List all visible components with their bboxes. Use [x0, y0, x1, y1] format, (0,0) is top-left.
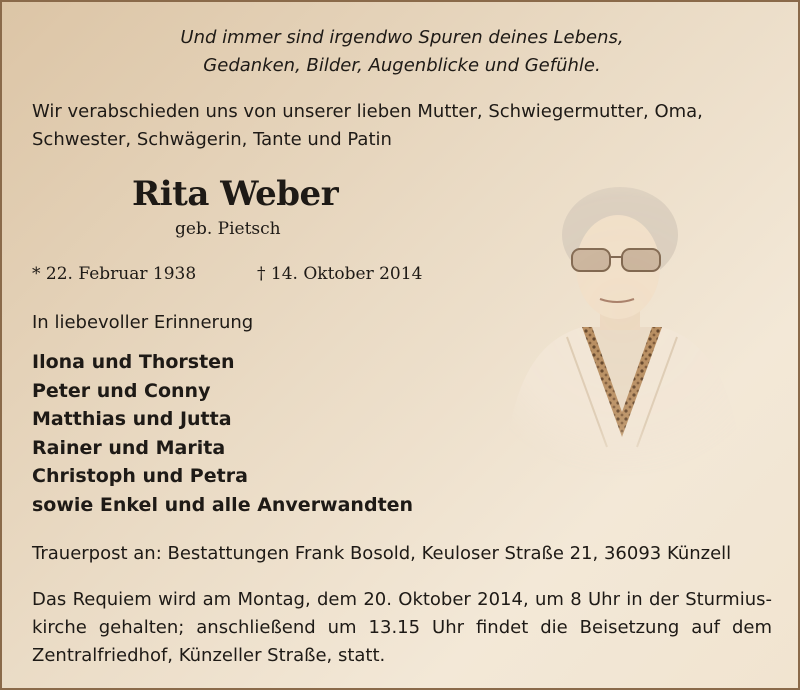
- portrait-photo: [472, 177, 772, 477]
- birth-name: geb. Pietsch: [175, 219, 281, 239]
- remembrance-line: In liebevoller Erinnerung: [32, 312, 254, 333]
- motto-line-1: Und immer sind irgendwo Spuren deines Lebens,: [180, 27, 624, 48]
- requiem-line-1: Das Requiem wird am Montag, dem 20. Oktober 2014, um 8 Uhr in der Sturmius-: [32, 589, 772, 610]
- condolence-address: Trauerpost an: Bestattungen Frank Bosold, Keuloser Straße 21, 36093 Künzell: [32, 543, 732, 564]
- death-date: † 14. Oktober 2014: [257, 264, 423, 284]
- intro-line-1: Wir verabschieden uns von unserer lieben Mutter, Schwiegermutter, Oma,: [32, 101, 703, 122]
- deceased-name: Rita Weber: [132, 174, 339, 214]
- mourner-name: Matthias und Jutta: [32, 408, 232, 430]
- requiem-line-2: kirche gehalten; anschließend um 13.15 Uhr findet die Beisetzung auf dem: [32, 617, 772, 638]
- requiem-line-3: Zentralfriedhof, Künzeller Straße, statt.: [32, 645, 386, 666]
- mourner-name: sowie Enkel und alle Anverwandten: [32, 493, 414, 516]
- mourner-name: Ilona und Thorsten: [32, 351, 235, 373]
- mourners-list: [32, 348, 413, 519]
- mourner-name: Christoph und Petra: [32, 465, 248, 487]
- requiem-paragraph: [32, 586, 772, 670]
- mourner-name: Peter und Conny: [32, 379, 211, 402]
- motto-line-2: Gedanken, Bilder, Augenblicke und Gefühle.: [203, 55, 601, 76]
- intro-line-2: Schwester, Schwägerin, Tante und Patin: [32, 129, 392, 150]
- mourner-name: Rainer und Marita: [32, 436, 226, 459]
- birth-date: * 22. Februar 1938: [32, 264, 197, 284]
